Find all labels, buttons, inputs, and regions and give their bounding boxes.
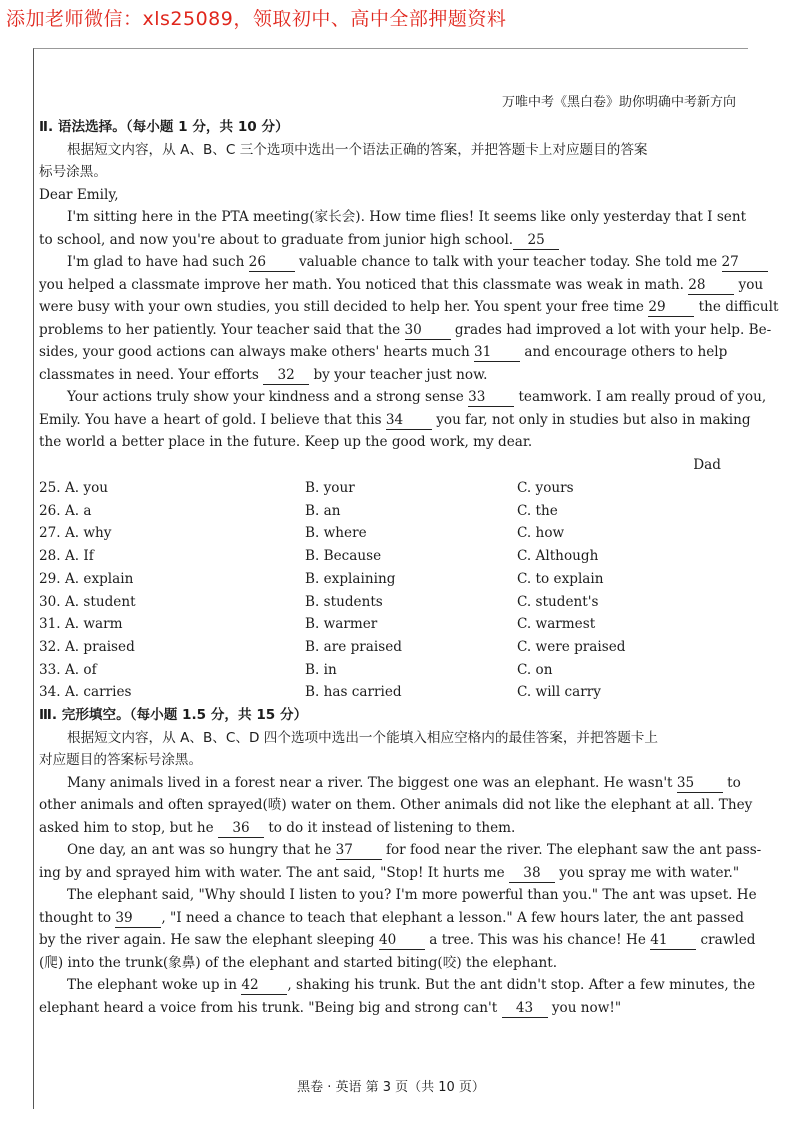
promo-watermark: 添加老师微信：xls25089，领取初中、高中全部押题资料: [6, 8, 507, 30]
text-segment: thought to: [39, 909, 116, 926]
text-line: [39, 794, 753, 817]
text-line: [39, 409, 751, 432]
option-row: [39, 636, 723, 659]
text-segment: , "I need a chance to teach that elephant a lesson." A few hours later, the ant passed: [161, 909, 744, 926]
option-c: C. the: [517, 502, 558, 519]
option-c: C. were praised: [517, 638, 626, 655]
text-line: [39, 341, 728, 364]
answer-blank: 32: [263, 367, 309, 385]
text-line: [39, 952, 723, 975]
page-header: 万唯中考《黑白卷》助你明确中考新方向: [501, 95, 736, 110]
exam-page: [33, 48, 779, 1109]
answer-blank: 37: [336, 842, 382, 860]
option-a: 33. A. of: [39, 661, 97, 678]
option-b: B. are praised: [305, 638, 402, 655]
answer-blank: 29: [648, 299, 694, 317]
text-line: [39, 997, 723, 1020]
section-2-instruction-cont: 标号涂黑。: [39, 164, 107, 180]
option-a: 25. A. you: [39, 480, 109, 496]
section-3-title: Ⅲ. 完形填空。（每小题 1.5 分，共 15 分）: [39, 707, 308, 724]
page-footer: 黑卷 · 英语 第 3 页（共 10 页）: [297, 1080, 485, 1095]
page-content: [39, 116, 779, 1019]
cloze-paragraph-2: [39, 839, 762, 884]
letter-paragraph-3: [39, 386, 767, 454]
text-line: [39, 386, 767, 409]
answer-blank: 36: [218, 820, 264, 838]
text-segment: to: [722, 774, 741, 791]
option-b: B. Because: [305, 548, 382, 565]
letter-greeting: Dear Emily,: [39, 186, 119, 203]
option-b: B. your: [305, 480, 355, 496]
answer-blank: 39: [115, 910, 161, 928]
text-line: [39, 296, 779, 319]
answer-blank: 42: [241, 977, 287, 995]
option-row: [39, 500, 723, 523]
option-c: C. how: [517, 525, 565, 542]
text-line: [39, 907, 744, 930]
text-segment: I'm glad to have had such: [67, 254, 249, 270]
text-line: [39, 839, 762, 862]
cloze-paragraph-3: [39, 884, 757, 974]
answer-blank: 31: [474, 344, 520, 362]
text-line: [39, 229, 723, 252]
answer-blank: 26: [249, 254, 295, 272]
option-a: 31. A. warm: [39, 616, 123, 633]
section-3-instruction-cont: 对应题目的答案标号涂黑。: [39, 752, 203, 769]
option-row: [39, 613, 723, 636]
letter-signature: Dad: [693, 456, 721, 473]
option-a: 28. A. If: [39, 548, 94, 565]
option-a: 26. A. a: [39, 502, 92, 519]
text-line: [39, 929, 756, 952]
text-segment: you far, not only in studies but also in making: [431, 411, 751, 428]
cloze-paragraph-4: [39, 974, 756, 1019]
option-b: B. warmer: [305, 616, 378, 633]
text-segment: the world a better place in the future. Keep up the good work, my dear.: [39, 434, 533, 450]
option-c: C. on: [517, 661, 553, 678]
option-row: [39, 659, 723, 682]
text-segment: crawled: [696, 932, 756, 949]
text-segment: you: [734, 276, 764, 293]
text-segment: teamwork. I am really proud of you,: [514, 389, 767, 405]
text-segment: Emily. You have a heart of gold. I believe that this: [39, 411, 386, 428]
text-segment: elephant heard a voice from his trunk. "Being big and strong can't: [39, 999, 502, 1016]
text-line: [39, 319, 772, 342]
text-segment: by your teacher just now.: [309, 366, 488, 383]
answer-blank: 30: [405, 322, 451, 340]
text-segment: to school, and now you're about to graduate from junior high school.: [39, 231, 514, 248]
answer-blank: 41: [650, 932, 696, 950]
answer-blank: 43: [502, 1000, 548, 1018]
answer-blank: 34: [386, 412, 432, 430]
option-b: B. has carried: [305, 684, 402, 701]
option-b: B. in: [305, 661, 337, 678]
option-row: [39, 568, 723, 591]
text-line: [39, 974, 756, 997]
text-line: [39, 274, 764, 297]
text-segment: Your actions truly show your kindness and a strong sense: [67, 389, 469, 405]
section-2-instruction: 根据短文内容，从 A、B、C 三个选项中选出一个语法正确的答案，并把答题卡上对应题目的答案: [67, 141, 648, 158]
text-segment: were busy with your own studies, you still decided to help her. You spent your free time: [39, 299, 649, 315]
text-segment: The elephant woke up in: [67, 977, 242, 994]
section-3-instruction: 根据短文内容，从 A、B、C、D 四个选项中选出一个能填入相应空格内的最佳答案，并把答题卡上: [67, 729, 658, 746]
text-segment: to do it instead of listening to them.: [264, 819, 516, 836]
text-segment: , shaking his trunk. But the ant didn't stop. After a few minutes, the: [287, 977, 756, 994]
option-c: C. will carry: [517, 684, 601, 701]
text-line: [39, 862, 740, 885]
text-line: [39, 817, 723, 840]
text-line: [39, 206, 747, 229]
text-segment: for food near the river. The elephant saw the ant pass-: [381, 842, 762, 859]
option-row: [39, 477, 723, 500]
text-segment: problems to her patiently. Your teacher said that the: [39, 321, 405, 338]
option-b: B. explaining: [305, 570, 396, 587]
option-c: C. warmest: [517, 616, 596, 633]
option-a: 30. A. student: [39, 593, 136, 610]
section-2-title: Ⅱ. 语法选择。（每小题 1 分，共 10 分）: [39, 119, 289, 135]
text-segment: and encourage others to help: [520, 344, 728, 360]
text-segment: you now!": [547, 999, 622, 1016]
answer-blank: 33: [468, 389, 514, 407]
text-segment: other animals and often sprayed(喷) water on them. Other animals did not like the elephant at all. They: [39, 797, 753, 814]
option-b: B. where: [305, 525, 367, 542]
answer-blank: 38: [509, 865, 555, 883]
text-segment: by the river again. He saw the elephant sleeping: [39, 932, 379, 949]
text-line: [39, 364, 723, 387]
answer-blank: 25: [513, 232, 559, 250]
text-segment: grades had improved a lot with your help. Be-: [450, 321, 772, 338]
option-a: 32. A. praised: [39, 638, 135, 655]
text-segment: Many animals lived in a forest near a river. The biggest one was an elephant. He wasn't: [67, 774, 677, 791]
option-b: B. an: [305, 502, 341, 519]
option-c: C. yours: [517, 480, 574, 496]
text-segment: The elephant said, "Why should I listen to you? I'm more powerful than you." The ant was upset. He: [67, 887, 757, 904]
text-segment: you spray me with water.": [554, 864, 740, 881]
answer-blank: 28: [688, 277, 734, 295]
option-a: 29. A. explain: [39, 570, 134, 587]
letter-paragraph-2: [39, 251, 779, 386]
letter-paragraph-1: [39, 206, 747, 251]
cloze-paragraph-1: [39, 772, 753, 840]
option-a: 34. A. carries: [39, 684, 132, 701]
text-segment: valuable chance to talk with your teacher today. She told me: [294, 254, 722, 270]
option-b: B. students: [305, 593, 383, 610]
option-a: 27. A. why: [39, 525, 112, 542]
text-line: [39, 772, 741, 795]
text-segment: the difficult: [694, 299, 779, 315]
answer-blank: 40: [379, 932, 425, 950]
text-line: [39, 431, 723, 454]
text-line: [39, 884, 757, 907]
option-c: C. to explain: [517, 570, 604, 587]
text-segment: ing by and sprayed him with water. The ant said, "Stop! It hurts me: [39, 864, 509, 881]
option-row: [39, 681, 723, 704]
text-segment: (爬) into the trunk(象鼻) of the elephant and started biting(咬) the elephant.: [39, 954, 558, 971]
text-line: [39, 251, 739, 274]
text-segment: asked him to stop, but he: [39, 819, 218, 836]
option-row: [39, 522, 723, 545]
text-segment: you helped a classmate improve her math. You noticed that this classmate was weak in math.: [39, 276, 689, 293]
option-row: [39, 545, 723, 568]
text-segment: sides, your good actions can always make others' hearts much: [39, 344, 475, 360]
answer-blank: 27: [722, 254, 768, 272]
answer-blank: 35: [677, 775, 723, 793]
text-segment: a tree. This was his chance! He: [424, 932, 651, 949]
text-segment: I'm sitting here in the PTA meeting(家长会). How time flies! It seems like only yesterday that I sent: [67, 209, 747, 225]
option-c: C. Although: [517, 548, 599, 565]
option-row: [39, 591, 723, 614]
text-segment: classmates in need. Your efforts: [39, 366, 264, 383]
option-c: C. student's: [517, 593, 599, 610]
text-segment: One day, an ant was so hungry that he: [67, 842, 336, 859]
grammar-options: [39, 477, 723, 704]
